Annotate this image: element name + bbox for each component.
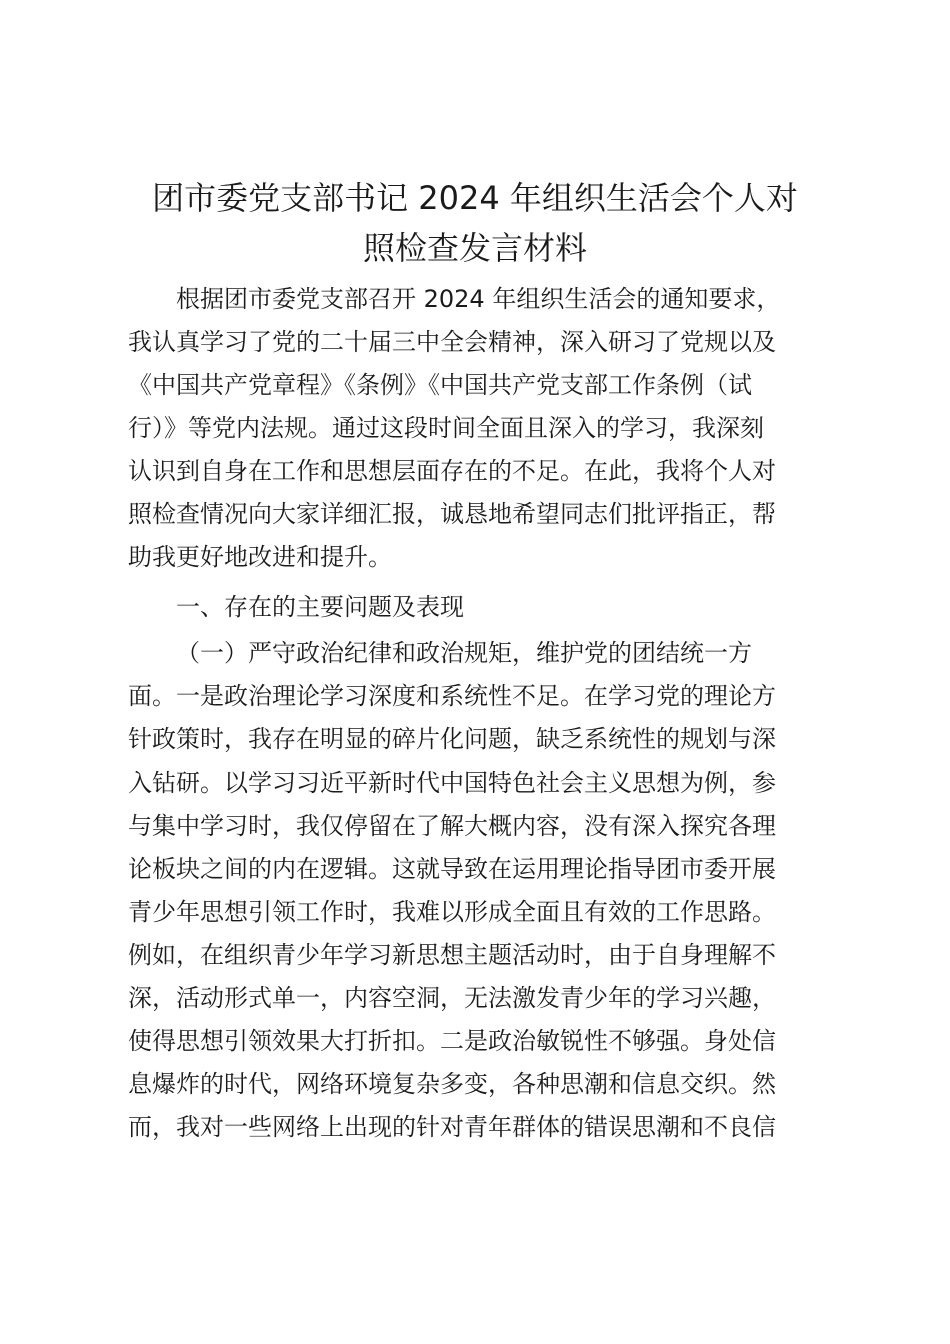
paragraph-line: 例如，在组织青少年学习新思想主题活动时，由于自身理解不 <box>128 941 776 969</box>
paragraph-line: 与集中学习时，我仅停留在了解大概内容，没有深入探究各理 <box>128 812 776 840</box>
paragraph-line: 照检查情况向大家详细汇报，诚恳地希望同志们批评指正，帮 <box>128 500 776 528</box>
paragraph-line: 根据团市委党支部召开 2024 年组织生活会的通知要求， <box>176 285 781 313</box>
section-heading: 一、存在的主要问题及表现 <box>176 593 464 621</box>
paragraph-line: 针政策时，我存在明显的碎片化问题，缺乏系统性的规划与深 <box>128 725 776 753</box>
paragraph-line: 青少年思想引领工作时，我难以形成全面且有效的工作思路。 <box>128 898 776 926</box>
document-title-line-2: 照检查发言材料 <box>362 229 587 267</box>
document-title-line-1: 团市委党支部书记 2024 年组织生活会个人对 <box>152 179 798 217</box>
paragraph-line: 我认真学习了党的二十届三中全会精神，深入研习了党规以及 <box>128 328 776 356</box>
paragraph-line: 而，我对一些网络上出现的针对青年群体的错误思潮和不良信 <box>128 1113 776 1141</box>
paragraph-line: 使得思想引领效果大打折扣。二是政治敏锐性不够强。身处信 <box>128 1027 776 1055</box>
paragraph-line: 行）》等党内法规。通过这段时间全面且深入的学习，我深刻 <box>128 414 764 442</box>
paragraph-line: 《中国共产党章程》《条例》《中国共产党支部工作条例（试 <box>128 371 752 399</box>
paragraph-line: 息爆炸的时代，网络环境复杂多变，各种思潮和信息交织。然 <box>128 1070 776 1098</box>
paragraph-line: 论板块之间的内在逻辑。这就导致在运用理论指导团市委开展 <box>128 855 776 883</box>
paragraph-line: 深，活动形式单一，内容空洞，无法激发青少年的学习兴趣， <box>128 984 776 1012</box>
paragraph-line: 入钻研。以学习习近平新时代中国特色社会主义思想为例，参 <box>128 769 776 797</box>
paragraph-line: 面。一是政治理论学习深度和系统性不足。在学习党的理论方 <box>128 682 776 710</box>
paragraph-line: 助我更好地改进和提升。 <box>128 543 392 571</box>
paragraph-line: 认识到自身在工作和思想层面存在的不足。在此，我将个人对 <box>128 457 776 485</box>
paragraph-line: （一）严守政治纪律和政治规矩，维护党的团结统一方 <box>176 639 752 667</box>
